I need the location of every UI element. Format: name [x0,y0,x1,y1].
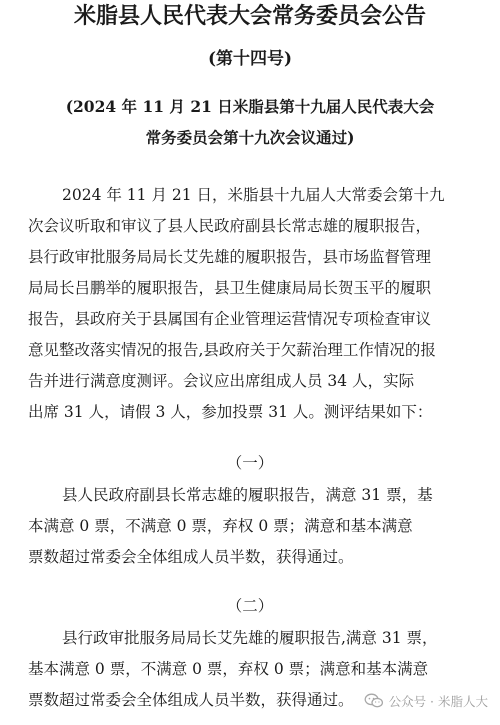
paragraph-line: 县行政审批服务局局长艾先雄的履职报告，县市场监督管理 [28,248,432,266]
paragraph-line: 告并进行满意度测评。会议应出席组成人员 34 人，实际 [28,372,415,390]
section-heading-1: （一） [226,454,274,472]
wechat-watermark [362,691,490,711]
announcement-title: 米脂县人民代表大会常务委员会公告 [73,4,426,29]
wechat-icon [364,693,384,709]
paragraph-line: 报告，县政府关于县属国有企业管理运营情况专项检查审议 [28,310,432,328]
paragraph-line: 次会议听取和审议了县人民政府副县长常志雄的履职报告， [28,217,432,235]
paragraph-line: 县行政审批服务局局长艾先雄的履职报告,满意 31 票， [62,629,438,647]
adoption-line: (2024 年 11 月 21 日米脂县第十九届人民代表大会 [65,97,435,116]
watermark-text: 公众号 · 米脂人大 [388,694,488,709]
paragraph-line: 本满意 0 票，不满意 0 票，弃权 0 票；满意和基本满意 [28,517,413,535]
paragraph-line: 票数超过常委会全体组成人员半数，获得通过。 [28,548,354,566]
section-1-paragraph [28,480,488,573]
paragraph-line: 意见整改落实情况的报告,县政府关于欠薪治理工作情况的报 [28,341,436,359]
paragraph-line: 出席 31 人，请假 3 人，参加投票 31 人。测评结果如下： [28,403,433,421]
paragraph-line: 票数超过常委会全体组成人员半数，获得通过。 [28,691,354,709]
paragraph-line: 2024 年 11 月 21 日，米脂县十九届人大常委会第十九 [62,186,445,204]
adoption-line: 常务委员会第十九次会议通过) [145,128,355,147]
section-heading-2: （二） [226,597,274,615]
intro-paragraph [28,180,488,428]
paragraph-line: 局局长吕鹏举的履职报告，县卫生健康局局长贺玉平的履职 [28,279,432,297]
paragraph-line: 基本满意 0 票，不满意 0 票，弃权 0 票；满意和基本满意 [28,660,429,678]
announcement-number: (第十四号) [207,49,293,69]
adoption-note [40,91,460,153]
paragraph-line: 县人民政府副县长常志雄的履职报告，满意 31 票，基 [62,486,433,504]
